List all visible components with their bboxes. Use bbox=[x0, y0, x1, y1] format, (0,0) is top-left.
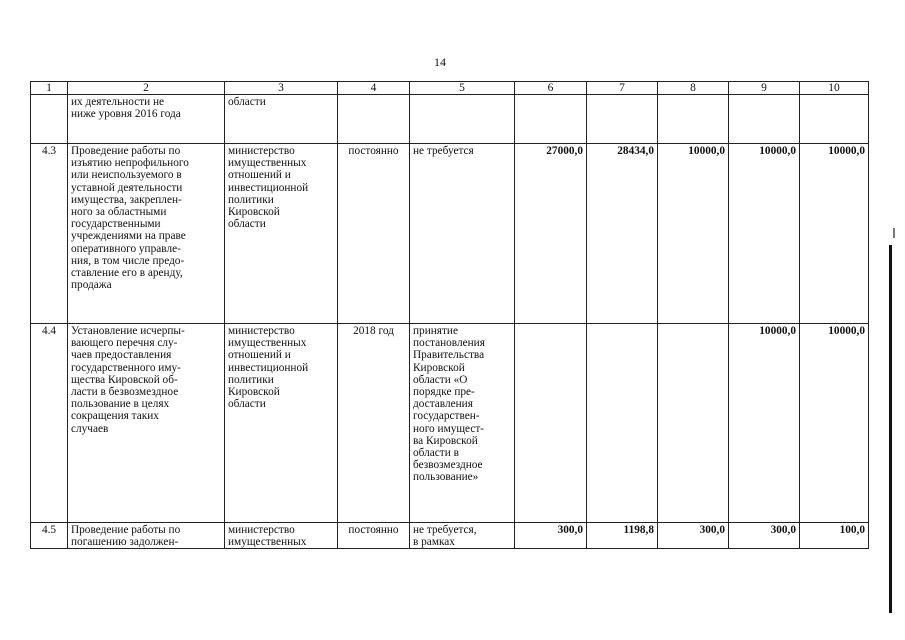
value-col-8 bbox=[658, 95, 729, 144]
period-text: постоянно bbox=[338, 144, 410, 324]
measures-table bbox=[30, 81, 869, 549]
result-text bbox=[410, 95, 515, 144]
period-text bbox=[338, 95, 410, 144]
measure-text: Проведение работы по погашению задолжен- bbox=[68, 523, 225, 549]
value-col-6 bbox=[515, 324, 587, 523]
column-header-7: 7 bbox=[587, 82, 658, 95]
value-col-6 bbox=[515, 95, 587, 144]
header-row bbox=[31, 82, 869, 95]
value-col-10: 10000,0 bbox=[800, 144, 869, 324]
value-col-10 bbox=[800, 95, 869, 144]
value-col-10: 10000,0 bbox=[800, 324, 869, 523]
row-number: 4.5 bbox=[31, 523, 68, 549]
row-number: 4.3 bbox=[31, 144, 68, 324]
value-col-8 bbox=[658, 324, 729, 523]
value-col-9: 10000,0 bbox=[729, 324, 800, 523]
period-text: 2018 год bbox=[338, 324, 410, 523]
column-header-4: 4 bbox=[338, 82, 410, 95]
executor-text: министерство имущественных отношений и инвестиционной политики Кировской области bbox=[225, 144, 338, 324]
scan-edge-bar bbox=[889, 245, 892, 613]
row-number: 4.4 bbox=[31, 324, 68, 523]
column-header-2: 2 bbox=[68, 82, 225, 95]
scan-edge-mark bbox=[893, 228, 895, 238]
column-header-1: 1 bbox=[31, 82, 68, 95]
value-col-7: 1198,8 bbox=[587, 523, 658, 549]
executor-text: министерство имущественных bbox=[225, 523, 338, 549]
measure-text: их деятельности не ниже уровня 2016 года bbox=[68, 95, 225, 144]
value-col-8: 10000,0 bbox=[658, 144, 729, 324]
table-row bbox=[31, 523, 869, 549]
value-col-7 bbox=[587, 324, 658, 523]
value-col-6: 27000,0 bbox=[515, 144, 587, 324]
table-row bbox=[31, 324, 869, 523]
value-col-10: 100,0 bbox=[800, 523, 869, 549]
value-col-7: 28434,0 bbox=[587, 144, 658, 324]
column-header-5: 5 bbox=[410, 82, 515, 95]
page-number: 14 bbox=[434, 55, 446, 69]
value-col-9: 300,0 bbox=[729, 523, 800, 549]
executor-text: министерство имущественных отношений и инвестиционной политики Кировской области bbox=[225, 324, 338, 523]
column-header-6: 6 bbox=[515, 82, 587, 95]
measure-text: Проведение работы по изъятию непрофильного или неиспользуемого в уставной деятельности имущества, закреплен- ного за областными государственными учреждениями на праве оперативного управле- ния, в том числе предо- ставление его в аренду, продажа bbox=[68, 144, 225, 324]
table-row bbox=[31, 95, 869, 144]
column-header-10: 10 bbox=[800, 82, 869, 95]
value-col-6: 300,0 bbox=[515, 523, 587, 549]
column-header-9: 9 bbox=[729, 82, 800, 95]
result-text: принятие постановления Правительства Кировской области «О порядке пре- доставления государствен- ного имущест- ва Кировской области в безвозмездное пользование» bbox=[410, 324, 515, 523]
executor-text: области bbox=[225, 95, 338, 144]
value-col-9: 10000,0 bbox=[729, 144, 800, 324]
column-header-3: 3 bbox=[225, 82, 338, 95]
table-row bbox=[31, 144, 869, 324]
column-header-8: 8 bbox=[658, 82, 729, 95]
row-number bbox=[31, 95, 68, 144]
value-col-9 bbox=[729, 95, 800, 144]
value-col-7 bbox=[587, 95, 658, 144]
result-text: не требуется bbox=[410, 144, 515, 324]
value-col-8: 300,0 bbox=[658, 523, 729, 549]
result-text: не требуется, в рамках bbox=[410, 523, 515, 549]
period-text: постоянно bbox=[338, 523, 410, 549]
measure-text: Установление исчерпы- вающего перечня слу- чаев предоставления государственного иму- щества Кировской об- ласти в безвозмездное пользование в целях сокращения таких случаев bbox=[68, 324, 225, 523]
